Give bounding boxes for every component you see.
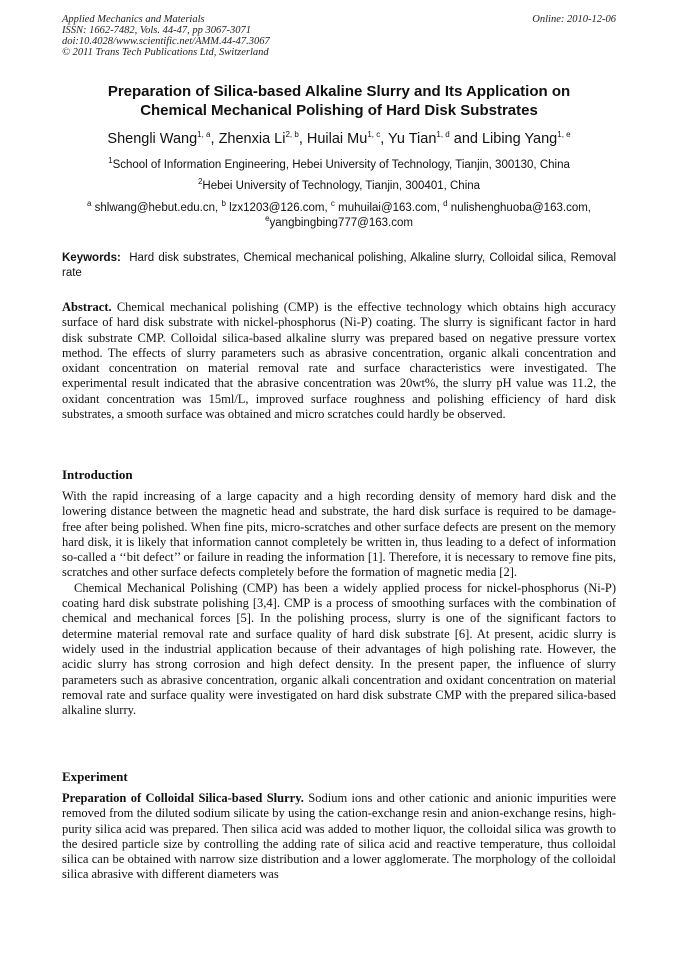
journal-header — [62, 14, 616, 58]
author-sup: 1, d — [436, 130, 450, 140]
issn-line: ISSN: 1662-7482, Vols. 44-47, pp 3067-3071 — [62, 25, 251, 36]
journal-name: Applied Mechanics and Materials — [62, 14, 205, 25]
author-sep: and — [449, 131, 482, 147]
email-c[interactable]: muhuilai@163.com, — [338, 202, 440, 214]
email-b[interactable]: lzx1203@126.com, — [229, 202, 328, 214]
email-a[interactable]: shlwang@hebut.edu.cn, — [94, 202, 219, 214]
author-sup: 1, e — [557, 130, 571, 140]
email-sup: c — [330, 199, 335, 209]
author-sep: , — [298, 131, 307, 147]
paper-title — [62, 82, 616, 120]
keywords-label: Keywords: — [62, 252, 121, 264]
keywords-text: Hard disk substrates, Chemical mechanical polishing, Alkaline slurry, Colloidal silica, Removal rate — [62, 252, 617, 279]
introduction-body — [62, 489, 616, 718]
author-sep: , — [380, 131, 389, 147]
experiment-body — [62, 791, 616, 883]
email-d[interactable]: nulishenghuoba@163.com, — [450, 202, 591, 214]
affiliation-text: School of Information Engineering, Hebei University of Technology, Tianjin, 300130, China — [112, 159, 570, 171]
author-list — [62, 130, 616, 148]
doi-line[interactable]: doi:10.4028/www.scientific.net/AMM.44-47.3067 — [62, 36, 270, 47]
affiliation-2 — [62, 179, 616, 193]
author-sup: 1, a — [197, 130, 211, 140]
abstract — [62, 300, 616, 422]
affiliation-1 — [62, 158, 616, 172]
title-line-2: Chemical Mechanical Polishing of Hard Disk Substrates — [140, 102, 538, 119]
online-date: Online: 2010-12-06 — [532, 14, 616, 25]
section-heading-experiment: Experiment — [62, 769, 128, 784]
author-sep: , — [210, 131, 219, 147]
abstract-text: Chemical mechanical polishing (CMP) is the effective technology which obtains high accuracy surface of hard disk substrate with nickel-phosphorus (Ni-P) coating. The slurry is significant factor in hard disk substrate CMP. Colloidal silica-based alkaline slurry was prepared based on negative pressure vortex method. The effects of slurry parameters such as abrasive concentration, organic alkali concentration and oxidant concentration on material removal rate and surface characteristics were investigated. The experimental result indicated that the abrasive concentration was 20wt%, the slurry pH value was 11.2, the oxidant concentration was 15ml/L, improved surface roughness and polishing efficiency of hard disk substrates, a smooth surface was obtained and micro scratches could hardly be observed. — [62, 300, 616, 422]
author-name: Zhenxia Li — [218, 131, 286, 147]
experiment-text: Sodium ions and other cationic and anionic impurities were removed from the diluted sodium silicate by using the cation-exchange resin and anion-exchange resins, high-purity silica acid was prepared. Then silica acid was added to mother liquor, the colloidal silica was growth to the desired particle size by controlling the adding rate of silica acid and reactive temperature, thus colloidal silica can be obtained with narrow size distribution and a lower agglomerate. The morphology of the colloidal silica abrasive with different diameters was — [62, 791, 617, 882]
author-name: Libing Yang — [481, 131, 558, 147]
email-sup: b — [221, 199, 226, 209]
keywords — [62, 251, 616, 280]
affiliation-sup: 1 — [108, 156, 113, 166]
author-sup: 1, c — [367, 130, 381, 140]
author-name: Shengli Wang — [107, 131, 198, 147]
email-sup: a — [87, 199, 92, 209]
author-name: Yu Tian — [388, 131, 437, 147]
copyright-line: © 2011 Trans Tech Publications Ltd, Switzerland — [62, 47, 269, 58]
affiliation-sup: 2 — [197, 177, 203, 187]
intro-paragraph-2: Chemical Mechanical Polishing (CMP) has been a widely applied process for nickel-phosphorus (Ni-P) coating hard disk substrate polishing [3,4]. CMP is a process of smoothing surfaces with the combination of chemical and mechanical forces [5]. In the polishing process, slurry is one of the significant factors to determine material removal rate and surface quality of hard disk substrate [6]. At present, acidic slurry is widely used in the industrial application because of their advantages of high polishing rate. However, the acidic slurry has strong corrosion and high defect density. In the present paper, the influence of slurry parameters such as abrasive concentration, organic alkali concentration and oxidant concentration on material removal rate and surface quality were investigated on hard disk substrate CMP with the prepared silica-based alkaline slurry. — [62, 580, 616, 718]
author-name: Huilai Mu — [306, 131, 368, 147]
abstract-label: Abstract. — [62, 300, 112, 314]
email-sup: e — [265, 214, 270, 224]
email-e[interactable]: yangbingbing777@163.com — [269, 217, 413, 229]
email-list — [62, 201, 616, 231]
experiment-subheading: Preparation of Colloidal Silica-based Slurry. — [62, 791, 304, 805]
intro-paragraph-1: With the rapid increasing of a large capacity and a high recording density of memory hard disk and the lowering distance between the magnetic head and substrate, the hard disk surface is required to be damage-free after being polished. When fine pits, micro-scratches and other surface defects are present on the memory hard disk, it is likely that information cannot completely be written in, thus leading to a defect of information so-called a ‘‘bit defect’’ or failure in reading the information [1]. Therefore, it is necessary to remove fine pits, scratches and other surface defects completely before the formation of magnetic media [2]. — [62, 489, 616, 580]
section-heading-introduction: Introduction — [62, 467, 133, 482]
email-sup: d — [443, 199, 448, 209]
affiliation-text: Hebei University of Technology, Tianjin, 300401, China — [202, 180, 481, 192]
author-sup: 2, b — [285, 130, 299, 140]
title-line-1: Preparation of Silica-based Alkaline Slurry and Its Application on — [107, 83, 571, 100]
